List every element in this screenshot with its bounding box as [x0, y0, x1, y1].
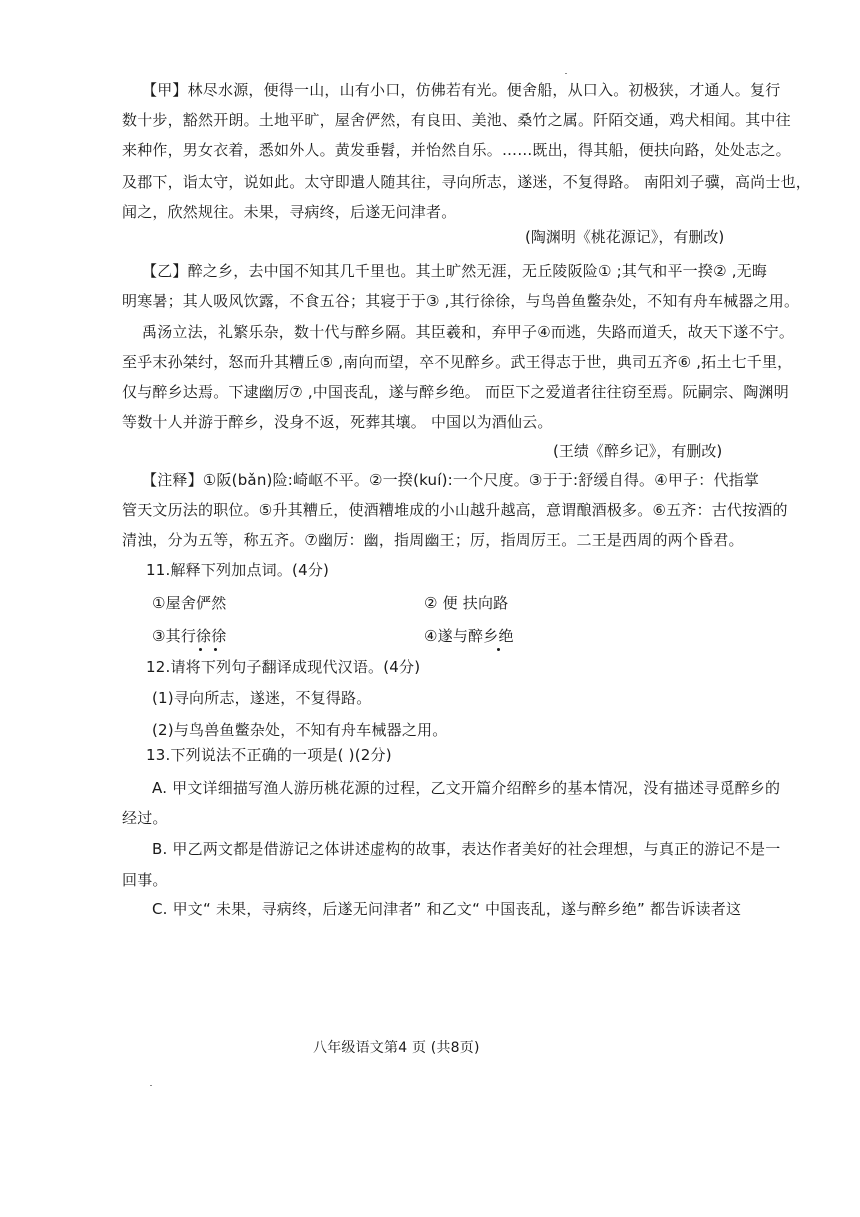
passage-jia-line: 及郡下，诣太守，说如此。太守即遣人随其往，寻向所志，遂迷，不复得路。 南阳刘子骥，高尚士也， — [122, 173, 811, 191]
question-11-item — [152, 593, 226, 613]
question-12-item: (1)寻向所志，遂迷，不复得路。 — [152, 689, 372, 707]
passage-yi-line: 至乎末孙桀纣，怒而升其糟丘⑤ ,南向而望，卒不见醉乡。武王得志于世，典司五齐⑥ ,拓土七千里， — [122, 353, 793, 371]
question-13-option: B. 甲乙两文都是借游记之体讲述虚构的故事，表达作者美好的社会理想，与真正的游记不是一 — [152, 840, 781, 858]
question-11-item-text: ③其行徐徐 — [152, 627, 227, 645]
question-12-item: (2)与鸟兽鱼鳖杂处，不知有舟车械器之用。 — [152, 721, 448, 739]
question-11-item-text: ①屋舍俨然 — [152, 594, 227, 612]
question-11-item — [424, 626, 514, 646]
passage-yi-line: 仅与醉乡达焉。下逮幽厉⑦ ,中国丧乱，遂与醉乡绝。 而臣下之爱道者往往窃至焉。阮嗣宗、陶渊明 — [122, 383, 789, 401]
passage-jia-line: 【甲】林尽水源，便得一山，山有小口，仿佛若有光。便舍船，从口入。初极狭，才通人。复行 — [142, 81, 781, 99]
passage-yi-line: 禹汤立法，礼繁乐杂，数十代与醉乡隔。其臣羲和，弃甲子④而逃，失路而道夭，故天下遂不宁。 — [142, 323, 795, 341]
question-13-option: C. 甲文“ 未果，寻病终，后遂无问津者” 和乙文“ 中国丧乱，遂与醉乡绝” 都告诉读者这 — [152, 900, 742, 918]
question-11-item-text: ② 便 扶向路 — [424, 594, 509, 612]
scan-speck — [150, 1085, 152, 1086]
question-11-item — [424, 593, 508, 613]
passage-yi-line: 【乙】醉之乡，去中国不知其几千里也。其土旷然无涯，无丘陵阪险① ;其气和平一揆② ,无晦 — [142, 262, 768, 280]
question-11-item-text: ④遂与醉乡绝 — [424, 627, 514, 645]
annotation-line: 【注释】①阪(bǎn)险:崎岖不平。②一揆(kuí):一个尺度。③于于:舒缓自得。④甲子：代指掌 — [142, 471, 760, 489]
question-13-option: 经过。 — [122, 809, 168, 827]
emphasis-dot — [497, 648, 500, 651]
question-13-option: 回事。 — [122, 871, 168, 889]
passage-yi-line: 明寒暑；其人吸风饮露，不食五谷；其寝于于③ ,其行徐徐，与鸟兽鱼鳖杂处，不知有舟车械器之用。 — [122, 292, 800, 310]
passage-yi-line: 等数十人并游于醉乡，没身不返，死葬其壤。 中国以为酒仙云。 — [122, 413, 553, 431]
passage-jia-line: 来种作，男女衣着，悉如外人。黄发垂髫，并怡然自乐。……既出，得其船，便扶向路，处处志之。 — [122, 141, 791, 159]
scan-speck — [565, 73, 567, 74]
passage-yi-source: (王绩《醉乡记》，有删改) — [553, 442, 723, 460]
question-13-option: A. 甲文详细描写渔人游历桃花源的过程，乙文开篇介绍醉乡的基本情况，没有描述寻觅醉乡的 — [152, 779, 781, 797]
annotation-line: 清浊，分为五等，称五齐。⑦幽厉：幽，指周幽王；厉，指周厉王。二王是西周的两个昏君。 — [122, 531, 744, 549]
emphasis-dot — [199, 648, 202, 651]
passage-jia-line: 数十步，豁然开朗。土地平旷，屋舍俨然，有良田、美池、桑竹之属。阡陌交通，鸡犬相闻。其中往 — [122, 111, 791, 129]
annotation-line: 管天文历法的职位。⑤升其糟丘，使酒糟堆成的小山越升越高，意谓酿酒极多。⑥五齐：古代按酒的 — [122, 501, 788, 519]
passage-jia-source: (陶渊明《桃花源记》，有删改) — [525, 228, 725, 246]
passage-jia-line: 闻之，欣然规往。未果，寻病终，后遂无问津者。 — [122, 203, 457, 221]
page-footer: 八年级语文第4 页 (共8页) — [313, 1040, 480, 1056]
question-12-prompt: 12.请将下列句子翻译成现代汉语。(4分) — [146, 658, 421, 676]
question-11-item — [152, 626, 226, 646]
question-13-prompt: 13.下列说法不正确的一项是( )(2分) — [146, 746, 392, 764]
question-11-prompt: 11.解释下列加点词。(4分) — [146, 561, 330, 579]
emphasis-dot — [214, 648, 217, 651]
